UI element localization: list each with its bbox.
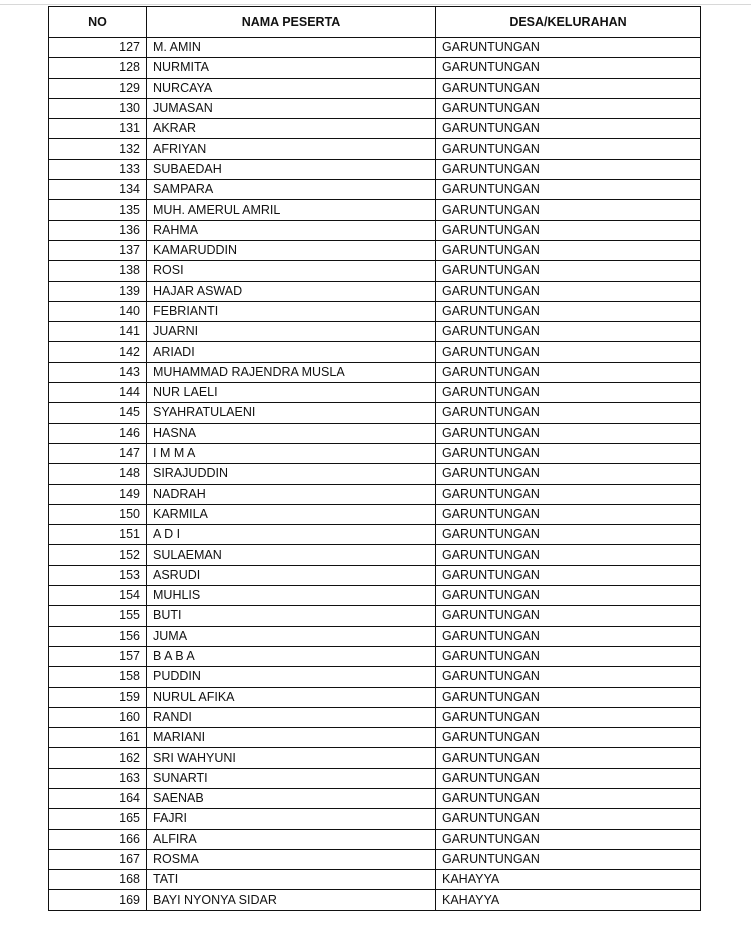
- cell-name: RANDI: [147, 707, 436, 727]
- table-row: [49, 646, 701, 666]
- table-row: [49, 78, 701, 98]
- table-row: [49, 565, 701, 585]
- cell-desa: GARUNTUNGAN: [436, 646, 701, 666]
- cell-name: JUMA: [147, 626, 436, 646]
- cell-name: NURMITA: [147, 58, 436, 78]
- cell-name: BUTI: [147, 606, 436, 626]
- column-header-name: NAMA PESERTA: [147, 7, 436, 38]
- header-row: [49, 7, 701, 38]
- cell-desa: GARUNTUNGAN: [436, 504, 701, 524]
- table-row: [49, 342, 701, 362]
- cell-no: 129: [49, 78, 147, 98]
- cell-name: SYAHRATULAENI: [147, 403, 436, 423]
- cell-desa: GARUNTUNGAN: [436, 525, 701, 545]
- cell-no: 160: [49, 707, 147, 727]
- cell-name: MARIANI: [147, 728, 436, 748]
- cell-no: 149: [49, 484, 147, 504]
- table-row: [49, 504, 701, 524]
- cell-name: ASRUDI: [147, 565, 436, 585]
- cell-desa: GARUNTUNGAN: [436, 565, 701, 585]
- cell-name: AKRAR: [147, 119, 436, 139]
- table-row: [49, 849, 701, 869]
- cell-desa: GARUNTUNGAN: [436, 78, 701, 98]
- table-row: [49, 870, 701, 890]
- table-row: [49, 200, 701, 220]
- table-row: [49, 159, 701, 179]
- cell-name: ALFIRA: [147, 829, 436, 849]
- cell-no: 136: [49, 220, 147, 240]
- cell-desa: GARUNTUNGAN: [436, 687, 701, 707]
- table-row: [49, 139, 701, 159]
- cell-desa: GARUNTUNGAN: [436, 301, 701, 321]
- cell-desa: GARUNTUNGAN: [436, 322, 701, 342]
- cell-name: HASNA: [147, 423, 436, 443]
- cell-desa: GARUNTUNGAN: [436, 586, 701, 606]
- table-header: [49, 7, 701, 38]
- cell-desa: GARUNTUNGAN: [436, 119, 701, 139]
- cell-no: 138: [49, 261, 147, 281]
- cell-no: 150: [49, 504, 147, 524]
- cell-desa: GARUNTUNGAN: [436, 464, 701, 484]
- table-row: [49, 240, 701, 260]
- cell-desa: KAHAYYA: [436, 890, 701, 910]
- cell-desa: GARUNTUNGAN: [436, 707, 701, 727]
- cell-name: MUHAMMAD RAJENDRA MUSLA: [147, 362, 436, 382]
- table-row: [49, 809, 701, 829]
- cell-no: 133: [49, 159, 147, 179]
- cell-desa: GARUNTUNGAN: [436, 809, 701, 829]
- cell-no: 163: [49, 768, 147, 788]
- cell-no: 168: [49, 870, 147, 890]
- cell-desa: GARUNTUNGAN: [436, 200, 701, 220]
- cell-name: NUR LAELI: [147, 383, 436, 403]
- cell-name: ROSI: [147, 261, 436, 281]
- table-row: [49, 890, 701, 910]
- table-row: [49, 443, 701, 463]
- cell-desa: GARUNTUNGAN: [436, 342, 701, 362]
- cell-no: 145: [49, 403, 147, 423]
- table-row: [49, 383, 701, 403]
- cell-desa: GARUNTUNGAN: [436, 220, 701, 240]
- table-row: [49, 180, 701, 200]
- cell-name: ROSMA: [147, 849, 436, 869]
- cell-name: JUARNI: [147, 322, 436, 342]
- cell-desa: GARUNTUNGAN: [436, 383, 701, 403]
- table-row: [49, 707, 701, 727]
- cell-name: KARMILA: [147, 504, 436, 524]
- cell-desa: GARUNTUNGAN: [436, 849, 701, 869]
- cell-desa: KAHAYYA: [436, 870, 701, 890]
- cell-no: 128: [49, 58, 147, 78]
- cell-name: NURCAYA: [147, 78, 436, 98]
- cell-no: 131: [49, 119, 147, 139]
- cell-no: 155: [49, 606, 147, 626]
- table-row: [49, 687, 701, 707]
- cell-name: ARIADI: [147, 342, 436, 362]
- table-row: [49, 545, 701, 565]
- cell-no: 162: [49, 748, 147, 768]
- cell-desa: GARUNTUNGAN: [436, 728, 701, 748]
- cell-name: MUHLIS: [147, 586, 436, 606]
- cell-name: HAJAR ASWAD: [147, 281, 436, 301]
- cell-no: 166: [49, 829, 147, 849]
- cell-name: A D I: [147, 525, 436, 545]
- cell-no: 127: [49, 38, 147, 58]
- table-row: [49, 768, 701, 788]
- cell-name: PUDDIN: [147, 667, 436, 687]
- table-row: [49, 667, 701, 687]
- cell-no: 134: [49, 180, 147, 200]
- cell-no: 154: [49, 586, 147, 606]
- table-row: [49, 261, 701, 281]
- cell-no: 141: [49, 322, 147, 342]
- cell-no: 143: [49, 362, 147, 382]
- cell-no: 139: [49, 281, 147, 301]
- table-row: [49, 301, 701, 321]
- cell-no: 164: [49, 788, 147, 808]
- table-row: [49, 464, 701, 484]
- cell-name: NADRAH: [147, 484, 436, 504]
- cell-desa: GARUNTUNGAN: [436, 403, 701, 423]
- cell-name: SAENAB: [147, 788, 436, 808]
- cell-desa: GARUNTUNGAN: [436, 606, 701, 626]
- cell-name: JUMASAN: [147, 98, 436, 118]
- table-row: [49, 98, 701, 118]
- cell-desa: GARUNTUNGAN: [436, 484, 701, 504]
- table-row: [49, 788, 701, 808]
- cell-no: 146: [49, 423, 147, 443]
- cell-desa: GARUNTUNGAN: [436, 829, 701, 849]
- cell-name: B A B A: [147, 646, 436, 666]
- cell-no: 142: [49, 342, 147, 362]
- cell-no: 157: [49, 646, 147, 666]
- cell-no: 161: [49, 728, 147, 748]
- cell-desa: GARUNTUNGAN: [436, 159, 701, 179]
- cell-name: MUH. AMERUL AMRIL: [147, 200, 436, 220]
- cell-desa: GARUNTUNGAN: [436, 748, 701, 768]
- cell-no: 137: [49, 240, 147, 260]
- cell-name: SUNARTI: [147, 768, 436, 788]
- cell-name: FAJRI: [147, 809, 436, 829]
- table-row: [49, 322, 701, 342]
- cell-name: BAYI NYONYA SIDAR: [147, 890, 436, 910]
- cell-desa: GARUNTUNGAN: [436, 180, 701, 200]
- cell-name: KAMARUDDIN: [147, 240, 436, 260]
- cell-no: 147: [49, 443, 147, 463]
- cell-desa: GARUNTUNGAN: [436, 139, 701, 159]
- cell-desa: GARUNTUNGAN: [436, 362, 701, 382]
- table-row: [49, 220, 701, 240]
- table-row: [49, 281, 701, 301]
- cell-no: 167: [49, 849, 147, 869]
- cell-desa: GARUNTUNGAN: [436, 443, 701, 463]
- table-row: [49, 829, 701, 849]
- cell-desa: GARUNTUNGAN: [436, 768, 701, 788]
- cell-no: 153: [49, 565, 147, 585]
- table-row: [49, 606, 701, 626]
- table-row: [49, 38, 701, 58]
- table-body: [49, 38, 701, 911]
- cell-desa: GARUNTUNGAN: [436, 261, 701, 281]
- cell-name: I M M A: [147, 443, 436, 463]
- cell-name: SAMPARA: [147, 180, 436, 200]
- table-row: [49, 58, 701, 78]
- cell-no: 144: [49, 383, 147, 403]
- cell-name: M. AMIN: [147, 38, 436, 58]
- cell-desa: GARUNTUNGAN: [436, 788, 701, 808]
- cell-no: 159: [49, 687, 147, 707]
- table-row: [49, 728, 701, 748]
- table-row: [49, 525, 701, 545]
- cell-no: 156: [49, 626, 147, 646]
- column-header-no: NO: [49, 7, 147, 38]
- cell-no: 135: [49, 200, 147, 220]
- cell-no: 132: [49, 139, 147, 159]
- cell-desa: GARUNTUNGAN: [436, 38, 701, 58]
- table-row: [49, 484, 701, 504]
- table-row: [49, 748, 701, 768]
- cell-desa: GARUNTUNGAN: [436, 545, 701, 565]
- cell-no: 151: [49, 525, 147, 545]
- cell-desa: GARUNTUNGAN: [436, 423, 701, 443]
- cell-name: AFRIYAN: [147, 139, 436, 159]
- table-row: [49, 626, 701, 646]
- cell-name: SIRAJUDDIN: [147, 464, 436, 484]
- cell-no: 152: [49, 545, 147, 565]
- cell-name: SRI WAHYUNI: [147, 748, 436, 768]
- cell-name: NURUL AFIKA: [147, 687, 436, 707]
- cell-name: RAHMA: [147, 220, 436, 240]
- table-row: [49, 423, 701, 443]
- column-header-desa: DESA/KELURAHAN: [436, 7, 701, 38]
- cell-desa: GARUNTUNGAN: [436, 281, 701, 301]
- cell-no: 130: [49, 98, 147, 118]
- cell-no: 148: [49, 464, 147, 484]
- cell-desa: GARUNTUNGAN: [436, 58, 701, 78]
- participant-table: [48, 6, 701, 911]
- cell-no: 158: [49, 667, 147, 687]
- cell-name: TATI: [147, 870, 436, 890]
- table-row: [49, 586, 701, 606]
- table-row: [49, 119, 701, 139]
- cell-no: 165: [49, 809, 147, 829]
- cell-no: 169: [49, 890, 147, 910]
- cell-desa: GARUNTUNGAN: [436, 626, 701, 646]
- table-row: [49, 403, 701, 423]
- cell-no: 140: [49, 301, 147, 321]
- cell-desa: GARUNTUNGAN: [436, 667, 701, 687]
- cell-desa: GARUNTUNGAN: [436, 98, 701, 118]
- table-row: [49, 362, 701, 382]
- cell-name: FEBRIANTI: [147, 301, 436, 321]
- page-top-divider: [0, 4, 751, 5]
- cell-name: SULAEMAN: [147, 545, 436, 565]
- cell-name: SUBAEDAH: [147, 159, 436, 179]
- cell-desa: GARUNTUNGAN: [436, 240, 701, 260]
